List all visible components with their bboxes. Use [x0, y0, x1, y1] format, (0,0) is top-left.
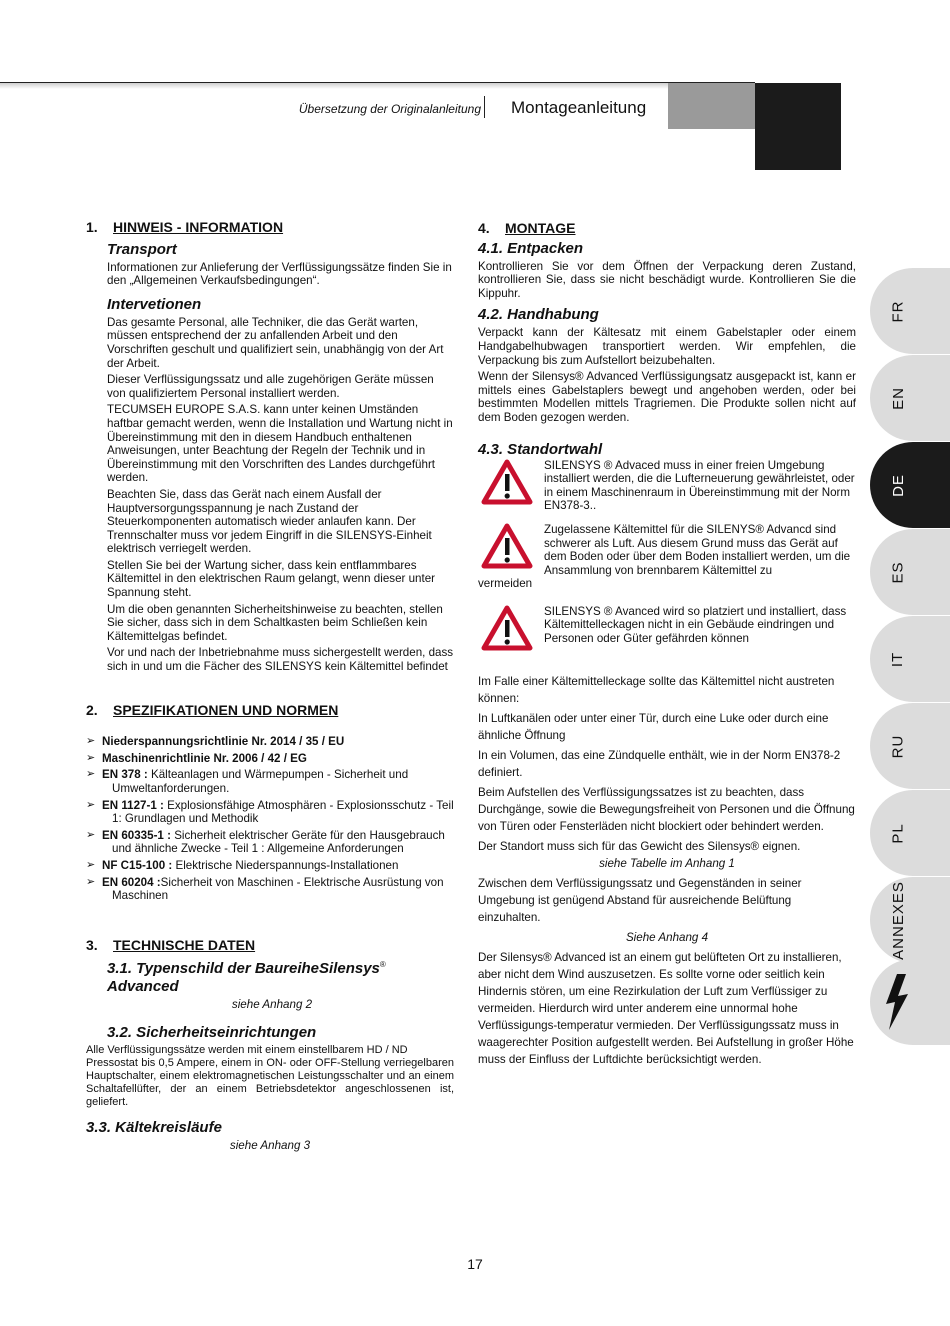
header-subtitle: Übersetzung der Originalanleitung [298, 102, 481, 116]
norm-text [102, 859, 454, 873]
header-rule [0, 82, 755, 83]
norm-code: EN 60335-1 : [102, 828, 171, 842]
subsection-3-3-heading: 3.3. Kältekreisläufe [86, 1118, 222, 1136]
paragraph: Der Silensys® Advanced ist an einem gut belüfteten Ort zu installieren, aber nicht dem Wind auszusetzen. Es sollte vorne oder seitlich kein Hindernis stören, um eine Rezirkulation der Luft zum Verflüssiger zu vermeiden. Hierdurch wird unter anderem eine unnormal hohe Verflüssigungs-temperatur vermieden. Der Verflüssigungssatz muss in waagerechter Position aufgestellt werden. Bei Aufstellung in großer Höhe muss der Einfluss der Luftdichte berücksichtigt werden. [478, 950, 854, 1066]
norm-description: Sicherheit von Maschinen - Elektrische Ausrüstung von Maschinen [112, 875, 444, 903]
paragraph: Vor und nach der Inbetriebnahme muss sichergestellt werden, dass sich in und um die Fächer des SILENSYS kein Kältemittel befindet [107, 646, 454, 674]
norm-text [102, 735, 454, 749]
paragraph: Kontrollieren Sie vor dem Öffnen der Verpackung deren Zustand, kontrollieren Sie, dass sie nicht beschädigt wurde. Kontrollieren Sie die Kippuhr. [478, 259, 856, 300]
norm-code: Maschinenrichtlinie Nr. 2006 / 42 / EG [102, 751, 307, 765]
model-suffix: Advanced [107, 978, 179, 996]
transport-text: Informationen zur Anlieferung der Verflüssigungssätze finden Sie in den „Allgemeinen Verkaufsbedingungen“. [107, 260, 452, 288]
warning-triangle-icon [478, 459, 536, 505]
tab-label: FR [889, 300, 907, 322]
tab-label: ES [889, 560, 907, 584]
tab-label: IT [889, 651, 907, 667]
subsection-3-1-title: 3.1. Typenschild der Baureihe [107, 960, 320, 978]
interventions-heading: Intervetionen [107, 295, 202, 313]
tab-label: EN [889, 386, 907, 410]
subsection-3-2-heading: 3.2. Sicherheitseinrichtungen [107, 1023, 317, 1041]
section-4-heading [478, 222, 856, 236]
right-column [478, 222, 856, 1071]
norm-description: Sicherheit elektrischer Geräte für den Hausgebrauch und ähnliche Zwecke - Teil 1 : Allgemeine Anforderungen [112, 828, 445, 856]
norm-item [86, 735, 454, 749]
warning-block [478, 523, 856, 577]
section-2-heading [86, 701, 454, 718]
section-1-heading [86, 221, 454, 235]
paragraph: Um die oben genannten Sicherheitshinweise zu beachten, stellen Sie sicher, dass sich in dem Schaltkasten beim Schließen kein Kältemittelgas befindet. [107, 602, 443, 643]
annex-reference: siehe Anhang 2 [231, 998, 313, 1012]
arrow-bullet-icon: ➢ [86, 768, 96, 781]
tab-pl[interactable] [870, 790, 950, 876]
tab-label: RU [889, 734, 907, 758]
norm-text [102, 799, 454, 826]
warning-text: SILENSYS ® Avanced wird so platziert und installiert, dass Kältemittelleckagen nicht in ein Gebäude eindringen und Personen oder Güter gefährden können [544, 604, 847, 646]
arrow-bullet-icon: ➢ [86, 858, 96, 871]
warning-triangle-icon [478, 523, 536, 569]
section-3-title: TECHNISCHE DATEN [113, 936, 256, 953]
arrow-bullet-icon: ➢ [86, 875, 96, 888]
section-1-number: 1. [86, 219, 98, 235]
paragraph: Stellen Sie bei der Wartung sicher, dass kein entflammbares Kältemittel in den elektrischen Raum gelangt, wenn dieser unter Spannung steht. [107, 558, 436, 600]
tab-de[interactable] [870, 442, 950, 528]
warning-text-continued: vermeiden [478, 577, 533, 591]
paragraph: Im Falle einer Kältemittelleckage sollte das Kältemittel nicht austreten können: [478, 674, 835, 705]
paragraph: In ein Volumen, das eine Zündquelle enthält, wie in der Norm EN378-2 definiert. [478, 748, 841, 779]
header-title: Montageanleitung [511, 98, 647, 117]
paragraph: Alle Verflüssigungssätze werden mit einem einstellbarem HD / ND [86, 1043, 408, 1056]
header-separator [484, 96, 485, 118]
subsection-4-3-heading: 4.3. Standortwahl [478, 440, 603, 458]
paragraph: Zwischen dem Verflüssigungssatz und Gegenständen in seiner Umgebung ist genügend Abstand für ausreichende Belüftung einzuhalten. [478, 876, 802, 924]
arrow-bullet-icon: ➢ [86, 751, 96, 764]
left-column [86, 221, 454, 1153]
norm-description: Kälteanlagen und Wärmepumpen - Sicherheit und Umweltanforderungen. [112, 768, 409, 795]
warning-text: Zugelassene Kältemittel für die SILENYS® Advancd sind schwerer als Luft. Aus diesem Grund muss das Gerät auf dem Boden oder über dem Boden installiert werden, um die Ansammlung von brennbarem Kältemittel zu [544, 522, 851, 577]
tab-label: PL [889, 822, 907, 844]
norm-item [86, 768, 454, 795]
norm-item [86, 829, 454, 856]
tab-label: DE [889, 473, 907, 497]
norm-text [102, 876, 454, 903]
section-4-number: 4. [478, 220, 490, 236]
paragraph: TECUMSEH EUROPE S.A.S. kann unter keinen Umständen haftbar gemacht werden, wenn die Installation und Wartung nicht in Übereinstimmung mit den in diesem Handbuch enthaltenen Anweisungen, unter Beachtung der Regeln der Technik und in Übereinstimmung mit den Vorschriften des Landes durchgeführt werden. [107, 403, 453, 485]
registered-mark: ® [379, 960, 386, 970]
section-4-title: MONTAGE [505, 220, 576, 236]
installation-rules [478, 673, 856, 1068]
arrow-bullet-icon: ➢ [86, 828, 96, 841]
paragraph: Wenn der Silensys® Advanced Verflüssigungsatz ausgepackt ist, kann er mittels eines Gabelstaplers bewegt und angehoben werden, oder bei bestimmten Modellen mittels Tragriemen. Die Produkte sollen nicht auf dem Boden gezogen werden. [478, 370, 856, 424]
annex-reference: siehe Tabelle im Anhang 1 [599, 856, 735, 870]
header-gray-block [668, 83, 755, 129]
norm-code: NF C15-100 : [102, 858, 173, 872]
norm-code: EN 1127-1 : [102, 798, 164, 812]
section-1-body [86, 241, 454, 674]
norm-text [102, 752, 454, 766]
section-3-body [86, 956, 454, 1042]
section-2-title: SPEZIFIKATIONEN UND NORMEN [113, 701, 339, 718]
norm-code: EN 378 : [102, 768, 148, 782]
paragraph: Pressostat bis 0,5 Ampere, einem in ON- oder OFF-Stellung verriegelbaren Hauptschalter, einem elektromagnetischen Leistungsschalter und an einem Schaltafellüfter, der an einem Betriebsdetektor angeschlossenen ist, geliefert. [86, 1056, 454, 1108]
paragraph: Der Standort muss sich für das Gewicht des Silensys® eignen. [478, 839, 801, 853]
tab-fr[interactable] [870, 268, 950, 354]
section-2-number: 2. [86, 701, 98, 718]
paragraph: Das gesamte Personal, alle Techniker, die das Gerät warten, müssen entsprechend der zu anfallenden Arbeit und den Vorschriften geschult und qualifiziert sein, unabhängig von der Art der Arbeit. [107, 315, 444, 370]
tab-electrical[interactable] [870, 959, 950, 1045]
paragraph: Beachten Sie, dass das Gerät nach einem Ausfall der Hauptversorgungsspannung je nach Zustand der Steuerkomponenten automatisch wieder anlaufen kann. Der Trennschalter muss vor jedem Eingriff in die SILENSYS-Einheit elektrisch verriegelt werden. [107, 487, 432, 556]
tab-es[interactable] [870, 529, 950, 615]
norm-code: Niederspannungsrichtlinie Nr. 2014 / 35 / EU [102, 735, 345, 749]
subsection-4-2-heading: 4.2. Handhabung [478, 306, 599, 324]
paragraph: Beim Aufstellen des Verflüssigungssatzes ist zu beachten, dass Durchgänge, sowie die Bewegungsfreiheit von Personen und die Öffnung von Türen oder Fensterläden nicht blockiert oder behindert werden. [478, 785, 855, 833]
warning-triangle-icon [478, 605, 536, 651]
paragraph: Verpackt kann der Kältesatz mit einem Gabelstapler oder einem Handgabelhubwagen transportiert werden. Wir empfehlen, die Verpackung bis zum Aufstellort beizubehalten. [478, 326, 856, 367]
tab-en[interactable] [870, 355, 950, 441]
norms-list [86, 735, 454, 903]
transport-heading: Transport [107, 240, 177, 258]
warning-block [478, 605, 856, 651]
section-3-number: 3. [86, 936, 98, 953]
subsection-3-1-heading [107, 956, 454, 996]
paragraph: In Luftkanälen oder unter einer Tür, durch eine Luke oder durch eine ähnliche Öffnung [478, 711, 829, 742]
annex-reference: Siehe Anhang 4 [625, 930, 709, 944]
norm-text [102, 768, 454, 795]
norm-text [102, 829, 454, 856]
tab-annexes[interactable] [870, 877, 950, 963]
paragraph: Dieser Verflüssigungssatz und alle zugehörigen Geräte müssen von qualifiziertem Personal installiert werden. [107, 373, 434, 400]
norm-item [86, 876, 454, 903]
norm-item [86, 859, 454, 873]
annex-reference: siehe Anhang 3 [229, 1138, 311, 1152]
norm-item [86, 752, 454, 766]
norm-description: Elektrische Niederspannungs-Installationen [172, 858, 399, 872]
brand-name: Silensys [319, 960, 380, 978]
tab-label: ANNEXES [889, 880, 907, 960]
norm-description: Explosionsfähige Atmosphären - Explosionsschutz - Teil 1: Grundlagen und Methodik [112, 798, 454, 826]
tab-ru[interactable] [870, 703, 950, 789]
lightning-bolt-icon [880, 972, 914, 1032]
subsection-4-1-heading: 4.1. Entpacken [478, 239, 584, 257]
arrow-bullet-icon: ➢ [86, 735, 96, 748]
norm-item [86, 799, 454, 826]
norm-code: EN 60204 : [102, 875, 161, 889]
tab-it[interactable] [870, 616, 950, 702]
safety-devices-text [86, 1044, 454, 1109]
section-3-heading [86, 936, 454, 953]
warning-text: SILENSYS ® Advaced muss in einer freien Umgebung installiert werden, die die Lufterneuerung gewährleistet, oder in einem Maschinenraum in Übereinstimmung mit der Norm EN378-3.. [544, 458, 855, 513]
section-1-title: HINWEIS - INFORMATION [113, 219, 284, 235]
header-black-block [755, 83, 841, 170]
arrow-bullet-icon: ➢ [86, 798, 96, 811]
page-number: 17 [467, 1256, 483, 1272]
warning-block [478, 459, 856, 513]
